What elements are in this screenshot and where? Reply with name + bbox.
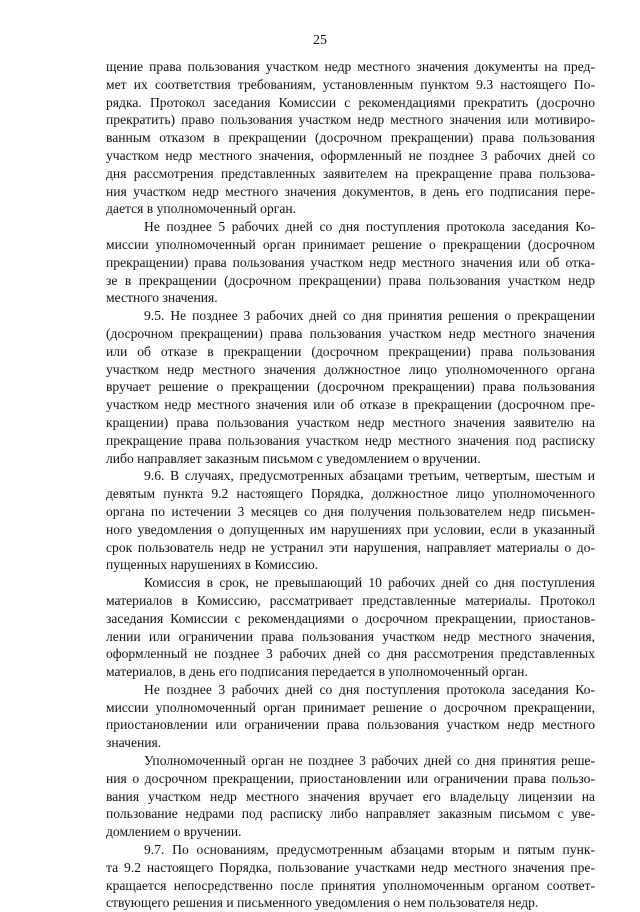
text-line: зе в прекращении (досрочном прекращении) права пользования участком недр xyxy=(106,272,595,288)
text-line: домлением о вручении. xyxy=(106,824,242,840)
text-line: дается в уполномоченный орган. xyxy=(106,201,297,217)
text-line: мет их соответствия требованиям, установленным пунктом 9.3 настоящего По- xyxy=(106,76,595,92)
text-line: ного уведомления о допущенных им нарушениях при условии, если в указанный xyxy=(106,521,595,537)
text-line: оформленный не позднее 3 рабочих дней со дня рассмотрения представленных xyxy=(106,646,595,662)
paragraph xyxy=(106,752,595,841)
text-line: прекращении) права пользования участком недр местного значения или об отка- xyxy=(106,254,595,270)
text-line: Уполномоченный орган не позднее 3 рабочих дней со дня принятия реше- xyxy=(144,753,595,769)
paragraph xyxy=(106,307,595,467)
paragraph xyxy=(106,58,595,218)
text-line: участком недр местного значения должностное лицо уполномоченного органа xyxy=(106,361,595,377)
paragraph xyxy=(106,218,595,307)
text-line: ния о досрочном прекращении, приостановлении или ограничении права пользо- xyxy=(106,770,595,786)
text-line: вручает решение о прекращении (досрочном прекращении) права пользования xyxy=(106,379,595,395)
text-line: (досрочном прекращении) права пользования участком недр местного значения xyxy=(106,325,595,341)
text-line: 9.7. По основаниям, предусмотренным абзацами вторым и пятым пунк- xyxy=(144,842,595,858)
text-line: либо направляет заказным письмом с уведомлением о вручении. xyxy=(106,450,481,466)
text-line: участком недр местного значения, оформленный не позднее 3 рабочих дней со xyxy=(106,147,595,163)
paragraph xyxy=(106,467,595,574)
text-line: кращении) права пользования участком недр местного значения заявителю на xyxy=(106,414,595,430)
page-number: 25 xyxy=(313,33,327,48)
text-line: материалов, в день его подписания передается в уполномоченный орган. xyxy=(106,664,528,680)
text-line: материалов в Комиссию, рассматривает представленные материалы. Протокол xyxy=(106,592,595,608)
text-line: ния участком недр местного значения документов, в день его подписания пере- xyxy=(106,183,595,199)
text-line: лении или ограничении права пользования участком недр местного значения, xyxy=(106,628,595,644)
text-line: кращается непосредственно после принятия уполномоченным органом соответ- xyxy=(106,877,595,893)
text-line: Комиссия в срок, не превышающий 10 рабочих дней со дня поступления xyxy=(144,575,595,591)
text-line: значения. xyxy=(106,735,162,751)
text-line: девятым пункта 9.2 настоящего Порядка, должностное лицо уполномоченного xyxy=(106,486,595,502)
text-line: Не позднее 3 рабочих дней со дня поступления протокола заседания Ко- xyxy=(144,681,595,697)
text-line: срок пользователь недр не устранил эти нарушения, направляет материалы о до- xyxy=(106,539,595,555)
text-line: ванным отказом в прекращении (досрочном прекращении) права пользования xyxy=(106,130,595,146)
text-line: прекратить) право пользования участком недр местного значения или мотивиро- xyxy=(106,112,595,128)
text-line: та 9.2 настоящего Порядка, пользование участками недр местного значения пре- xyxy=(106,859,595,875)
text-line: 9.5. Не позднее 3 рабочих дней со дня принятия решения о прекращении xyxy=(144,308,595,324)
text-line: щение права пользования участком недр местного значения документы на пред- xyxy=(106,59,595,74)
text-line: 9.6. В случаях, предусмотренных абзацами третьим, четвертым, шестым и xyxy=(144,468,595,484)
text-line: пущенных нарушениях в Комиссию. xyxy=(106,557,319,573)
text-line: заседания Комиссии с рекомендациями о досрочном прекращении, приостанов- xyxy=(106,610,595,626)
paragraph xyxy=(106,841,595,912)
text-line: миссии уполномоченный орган принимает решение о прекращении (досрочном xyxy=(106,236,595,252)
text-line: рядка. Протокол заседания Комиссии с рекомендациями прекратить (досрочно xyxy=(106,94,595,110)
text-line: дня рассмотрения представленных заявителем на прекращение права пользова- xyxy=(106,165,595,181)
text-line: прекращение права пользования участком недр местного значения под расписку xyxy=(106,432,595,448)
text-line: местного значения. xyxy=(106,290,218,306)
text-line: ствующего решения и письменного уведомления о нем пользователя недр. xyxy=(106,895,539,911)
text-line: или об отказе в прекращении (досрочном прекращении) права пользования xyxy=(106,343,595,359)
text-line: Не позднее 5 рабочих дней со дня поступления протокола заседания Ко- xyxy=(144,219,595,235)
paragraph xyxy=(106,681,595,752)
text-line: пользование недрами под расписку либо направляет заказным письмом с уве- xyxy=(106,806,595,822)
paragraph xyxy=(106,574,595,681)
document-body xyxy=(106,58,595,912)
text-line: участком недр местного значения или об отказе в прекращении (досрочном пре- xyxy=(106,397,595,413)
text-line: вания участком недр местного значения вручает его владельцу лицензии на xyxy=(106,788,595,804)
text-line: приостановлении или ограничении права пользования участком недр местного xyxy=(106,717,595,733)
text-line: миссии уполномоченный орган принимает решение о досрочном прекращении, xyxy=(106,699,595,715)
text-line: органа по истечении 3 месяцев со дня получения пользователем недр письмен- xyxy=(106,503,595,519)
